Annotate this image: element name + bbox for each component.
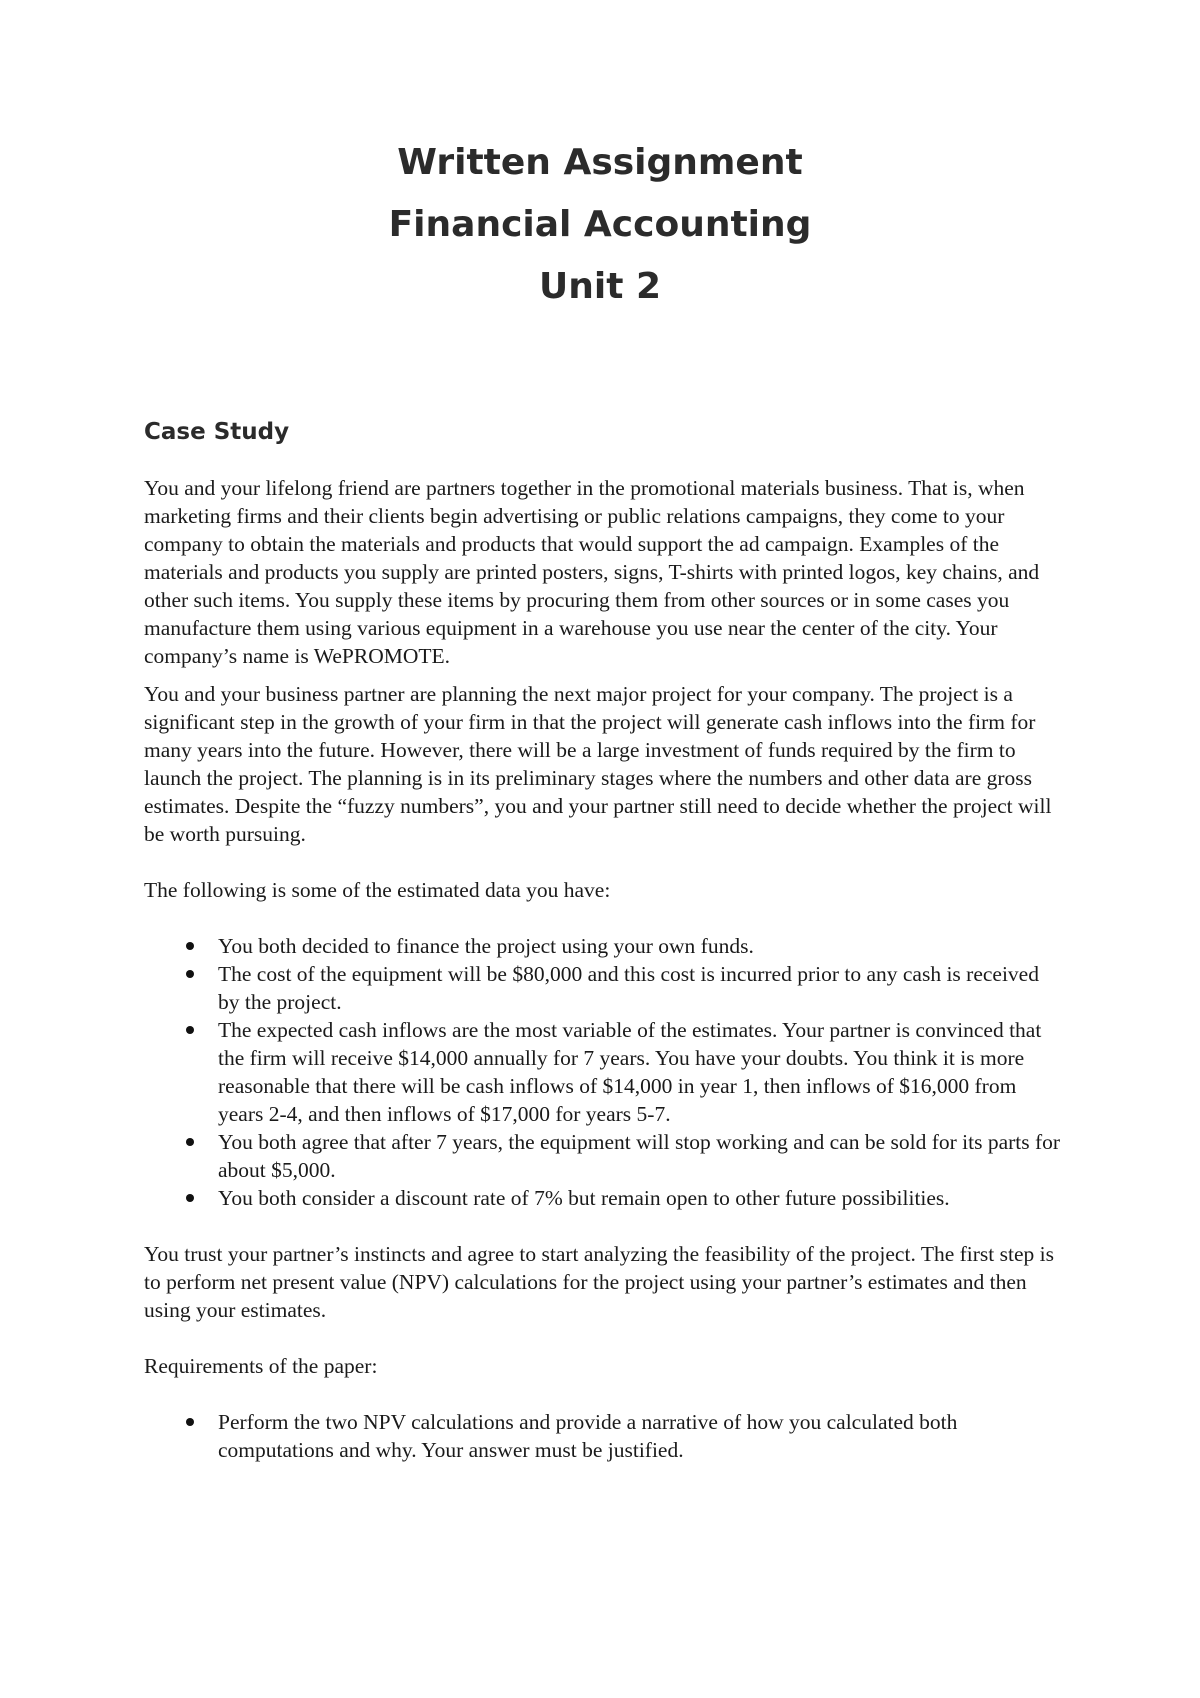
list-item <box>144 960 1064 1016</box>
list-item <box>144 1408 1064 1464</box>
list-item <box>144 1128 1064 1184</box>
list-item-text: You both consider a discount rate of 7% but remain open to other future possibilities. <box>218 1186 950 1210</box>
title-line-assignment: Written Assignment <box>397 142 803 183</box>
document-body <box>144 418 1064 1492</box>
list-item-text: You both decided to finance the project using your own funds. <box>218 934 754 958</box>
document-title <box>0 140 1200 326</box>
bullet-icon <box>186 1418 194 1426</box>
list-item-text: Perform the two NPV calculations and provide a narrative of how you calculated both computations and why. Your answer must be justified. <box>218 1410 958 1462</box>
list-item-text: The expected cash inflows are the most variable of the estimates. Your partner is convinced that the firm will receive $14,000 annually for 7 years. You have your doubts. You think it is more reasonable that there will be cash inflows of $14,000 in year 1, then inflows of $16,000 from years 2-4, and then inflows of $17,000 for years 5-7. <box>218 1018 1042 1126</box>
bullet-icon <box>186 1138 194 1146</box>
estimates-list <box>144 932 1064 1212</box>
list-item-text: The cost of the equipment will be $80,000 and this cost is incurred prior to any cash is received by the project. <box>218 962 1039 1014</box>
list-item-text: You both agree that after 7 years, the equipment will stop working and can be sold for its parts for about $5,000. <box>218 1130 1061 1182</box>
list-item <box>144 932 1064 960</box>
list-item <box>144 1016 1064 1128</box>
bullet-icon <box>186 942 194 950</box>
paragraph-company-intro: You and your lifelong friend are partners together in the promotional materials business. That is, when marketing firms and their clients begin advertising or public relations campaigns, they come to your company to obtain the materials and products that would support the ad campaign. Examples of the materials and products you supply are printed posters, signs, T-shirts with printed logos, key chains, and other such items. You supply these items by procuring them from other sources or in some cases you manufacture them using various equipment in a warehouse you use near the center of the city. Your company’s name is WePROMOTE. <box>144 476 1040 668</box>
bullet-icon <box>186 970 194 978</box>
paragraph-npv-step: You trust your partner’s instincts and agree to start analyzing the feasibility of the project. The first step is to perform net present value (NPV) calculations for the project using your partner’s estimates and then using your estimates. <box>144 1242 1054 1322</box>
list-item <box>144 1184 1064 1212</box>
section-heading: Case Study <box>144 419 290 445</box>
paragraph-requirements-intro: Requirements of the paper: <box>144 1354 378 1378</box>
bullet-icon <box>186 1194 194 1202</box>
paragraph-estimates-lead: The following is some of the estimated data you have: <box>144 878 611 902</box>
title-line-unit: Unit 2 <box>539 266 661 307</box>
bullet-icon <box>186 1026 194 1034</box>
paragraph-project-plan: You and your business partner are planning the next major project for your company. The project is a significant step in the growth of your firm in that the project will generate cash inflows into the firm for many years into the future. However, there will be a large investment of funds required by the firm to launch the project. The planning is in its preliminary stages where the numbers and other data are gross estimates. Despite the “fuzzy numbers”, you and your partner still need to decide whether the project will be worth pursuing. <box>144 682 1052 846</box>
title-line-course: Financial Accounting <box>388 204 812 245</box>
requirements-list <box>144 1408 1064 1464</box>
